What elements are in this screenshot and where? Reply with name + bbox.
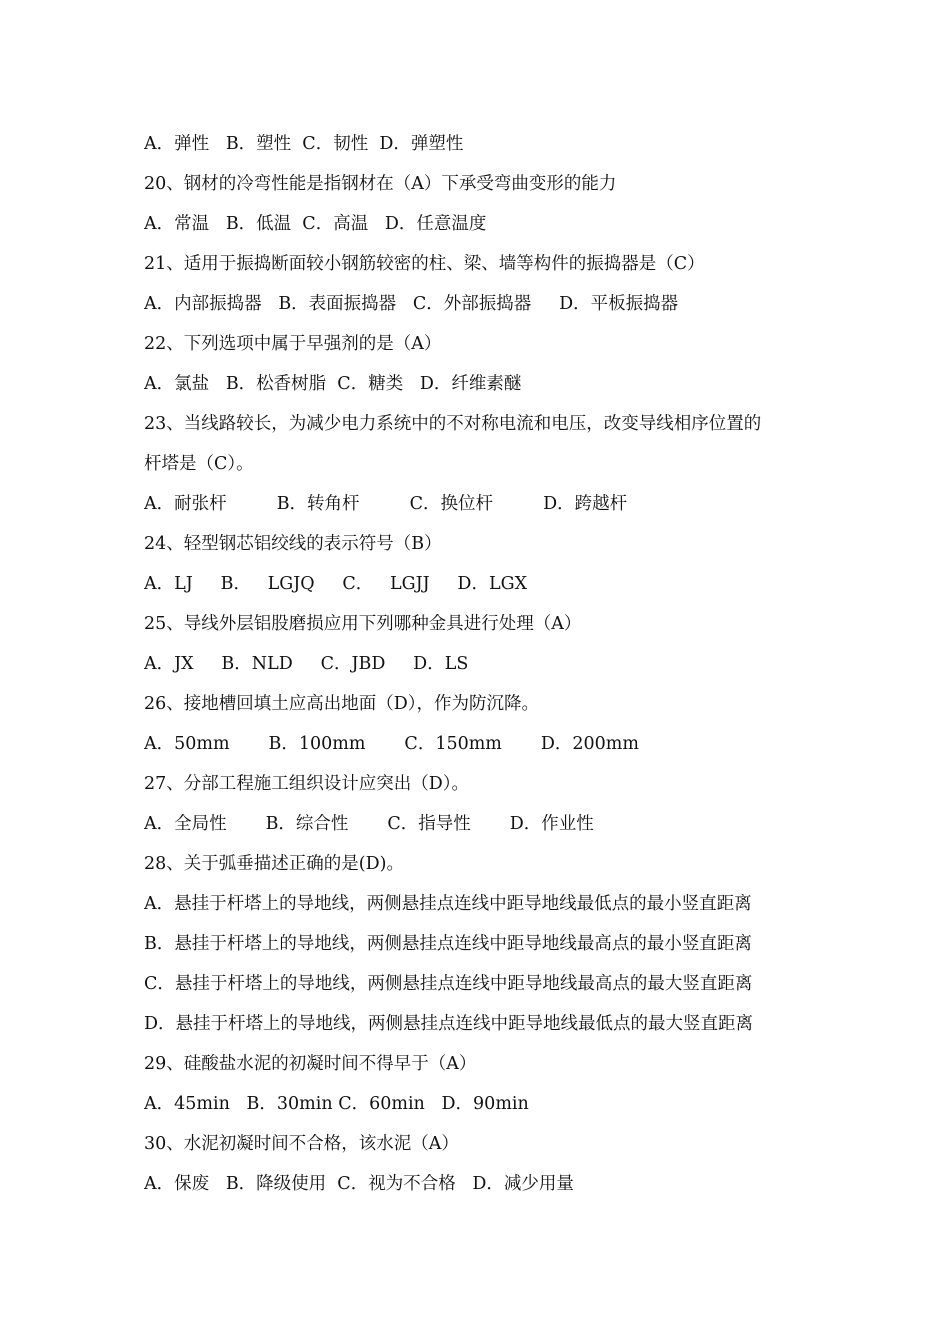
option-d: D．悬挂于杆塔上的导地线，两侧悬挂点连线中距导地线最低点的最大竖直距离 xyxy=(144,1014,754,1034)
options-line: A．全局性 B．综合性 C．指导性 D．作业性 xyxy=(144,814,594,834)
question-list xyxy=(144,124,814,1204)
options-line: A．LJ B． LGJQ C． LGJJ D．LGX xyxy=(144,574,528,594)
question-30: 30、水泥初凝时间不合格，该水泥（A） xyxy=(144,1134,459,1154)
options-line: A．50mm B．100mm C．150mm D．200mm xyxy=(144,734,639,754)
question-22: 22、下列选项中属于早强剂的是（A） xyxy=(144,334,442,354)
question-26: 26、接地槽回填土应高出地面（D），作为防沉降。 xyxy=(144,694,540,714)
question-29: 29、硅酸盐水泥的初凝时间不得早于（A） xyxy=(144,1054,477,1074)
options-line: A．JX B．NLD C．JBD D．LS xyxy=(144,654,469,674)
question-21: 21、适用于振捣断面较小钢筋较密的柱、梁、墙等构件的振捣器是（C） xyxy=(144,254,705,274)
options-line: A．保废 B．降级使用 C．视为不合格 D．减少用量 xyxy=(144,1174,574,1194)
question-24: 24、轻型钢芯铝绞线的表示符号（B） xyxy=(144,534,442,554)
options-line: A．耐张杆 B．转角杆 C．换位杆 D．跨越杆 xyxy=(144,494,628,514)
options-line: A．内部振捣器 B．表面振捣器 C．外部振捣器 D．平板振捣器 xyxy=(144,294,679,314)
question-23: 23、当线路较长，为减少电力系统中的不对称电流和电压，改变导线相序位置的 xyxy=(144,414,762,434)
options-line: A．45min B．30min C．60min D．90min xyxy=(144,1094,529,1114)
question-20: 20、钢材的冷弯性能是指钢材在（A）下承受弯曲变形的能力 xyxy=(144,174,617,194)
option-a: A．悬挂于杆塔上的导地线，两侧悬挂点连线中距导地线最低点的最小竖直距离 xyxy=(144,894,752,914)
options-line: A．常温 B．低温 C．高温 D．任意温度 xyxy=(144,214,487,234)
option-c: C．悬挂于杆塔上的导地线，两侧悬挂点连线中距导地线最高点的最大竖直距离 xyxy=(144,974,753,994)
question-27: 27、分部工程施工组织设计应突出（D）。 xyxy=(144,774,470,794)
options-line: A．氯盐 B．松香树脂 C．糖类 D．纤维素醚 xyxy=(144,374,522,394)
question-28: 28、关于弧垂描述正确的是(D)。 xyxy=(144,854,404,874)
options-line: A．弹性 B．塑性 C．韧性 D．弹塑性 xyxy=(144,134,464,154)
question-23-continued: 杆塔是（C）。 xyxy=(144,454,254,474)
option-b: B．悬挂于杆塔上的导地线，两侧悬挂点连线中距导地线最高点的最小竖直距离 xyxy=(144,934,752,954)
question-25: 25、导线外层铝股磨损应用下列哪种金具进行处理（A） xyxy=(144,614,582,634)
